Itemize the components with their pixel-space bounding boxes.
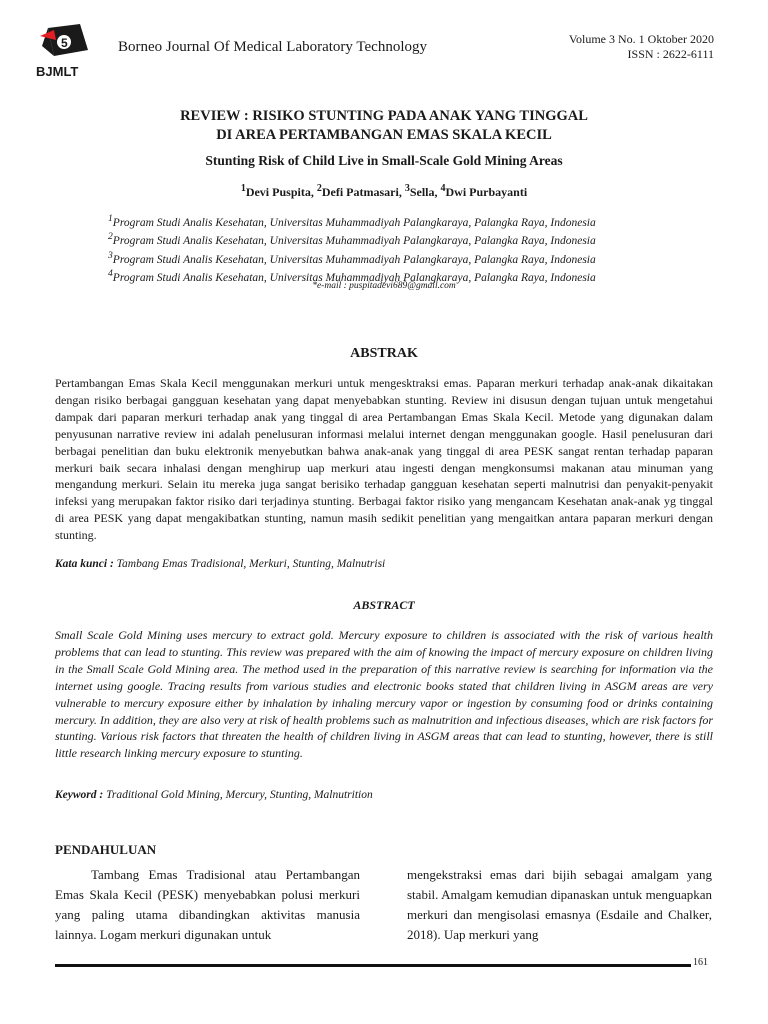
keywords-text: Traditional Gold Mining, Mercury, Stunting, Malnutrition [106, 789, 373, 801]
footer-rule [55, 964, 691, 967]
affiliation: $^4$Program Studi Analis Kesehatan, Universitas Muhammadiyah Palangkaraya, Palangka Raya, Indonesia [108, 267, 596, 284]
author: $^4$Dwi Purbayanti [440, 183, 528, 199]
title-line-1: REVIEW : RISIKO STUNTING PADA ANAK YANG TINGGAL [180, 108, 588, 124]
volume-info: Volume 3 No. 1 Oktober 2020 [568, 32, 714, 46]
issn-info: ISSN : 2622-6111 [627, 47, 714, 61]
abstrak-body: Pertambangan Emas Skala Kecil menggunakan merkuri untuk mengesktraksi emas. Paparan merkuri terhadap anak-anak dikaitakan dengan risiko berbagai gangguan kesehatan yang dapat menyebabkan stunting. Review ini disusun dengan tujuan untuk mengetahui dampak dari paparan merkuri terhadap anak yang tinggal di area Pertambangan Emas Skala Kecil. Metode yang digunakan dalam penyusunan narrative review ini adalah penelusuran informasi melalui internet dengan menggunakan google. Hasil penelusuran dari berbagai penelitian dan buku elektronik menyebutkan bahwa anak-anak yang tinggal di area PESK sangat rentan terhadap paparan merkuri baik secara inhalasi dengan menghirup uap merkuri atau ingesti dengan mengkonsumsi makanan atau minuman yang mengandung merkuri. Selain itu mereka juga sangat berisiko terhadap gangguan kesehatan seperti malnutrisi dan penyakit-penyakit infeksi yang merupakan faktor risiko dari terjadinya stunting. Berbagai faktor risiko yang mengancam Kesehatan anak-anak yg tinggal di area PESK yang dapat mengakibatkan stunting, namun masih sedikit penelitian yang mengaitkan antara paparan merkuri dengan stunting. [55, 376, 713, 543]
logo-emblem-icon [40, 24, 88, 56]
keywords-text: Tambang Emas Tradisional, Merkuri, Stunting, Malnutrisi [116, 558, 386, 570]
title-line-2: DI AREA PERTAMBANGAN EMAS SKALA KECIL [216, 127, 552, 143]
svg-text:5: 5 [61, 36, 68, 50]
affiliation: $^2$Program Studi Analis Kesehatan, Universitas Muhammadiyah Palangkaraya, Palangka Raya, Indonesia [108, 231, 596, 248]
page-number: 161 [693, 957, 708, 968]
author: $^3$Sella [404, 183, 435, 199]
affiliation-list [108, 212, 596, 285]
author: $^1$Devi Puspita [240, 183, 311, 199]
affiliation: $^3$Program Studi Analis Kesehatan, Universitas Muhammadiyah Palangkaraya, Palangka Raya, Indonesia [108, 249, 596, 266]
paper-subtitle: Stunting Risk of Child Live in Small-Scale Gold Mining Areas [205, 153, 563, 168]
abstrak-heading: ABSTRAK [350, 346, 418, 361]
keywords-label: Kata kunci : [55, 558, 114, 570]
paper-title [0, 107, 768, 145]
abstract-heading: ABSTRACT [353, 598, 415, 612]
abstrak-keywords [55, 556, 713, 573]
journal-logo [34, 20, 106, 80]
intro-column-right: mengekstraksi emas dari bijih sebagai amalgam yang stabil. Amalgam kemudian dipanaskan untuk menguapkan merkuri dan mengisolasi emasnya (Esdaile and Chalker, 2018). Uap merkuri yang [407, 867, 712, 942]
journal-name: Borneo Journal Of Medical Laboratory Technology [118, 39, 428, 55]
abstract-keywords [55, 787, 713, 804]
affiliation: $^1$Program Studi Analis Kesehatan, Universitas Muhammadiyah Palangkaraya, Palangka Raya, Indonesia [108, 213, 596, 229]
corresponding-email: *e-mail : puspitadevi689@gmail.com [312, 281, 456, 291]
logo-text: BJMLT [36, 64, 79, 79]
keywords-label: Keyword : [55, 789, 104, 801]
abstract-body: Small Scale Gold Mining uses mercury to extract gold. Mercury exposure to children is associated with the risk of various health problems that can lead to stunting. This review was prepared with the aim of knowing the impact of mercury exposure on children living in the Small Scale Gold Mining area. The method used in the preparation of this narrative review is searching for information via the internet using google. Tracing results from various studies and electronic books stated that children living in ASGM areas are very vulnerable to mercury exposure either by inhalation by inhaling mercury vapor or ingestion by consuming food or drinks containing mercury. In addition, they are also very at risk of health problems such as malnutrition and infectious diseases, which are risk factors for stunting. Various risk factors that threaten the health of children living in ASGM areas that can lead to stunting, however, there is still little research linking mercury exposure to stunting. [55, 628, 713, 761]
section-heading-pendahuluan: PENDAHULUAN [55, 842, 157, 857]
intro-column-left: Tambang Emas Tradisional atau Pertambangan Emas Skala Kecil (PESK) menyebabkan polusi merkuri yang paling utama dibandingkan aktivitas manusia lainnya. Logam merkuri digunakan untuk [55, 867, 360, 942]
volume-issn-block [569, 32, 714, 62]
author: $^2$Defi Patmasari [316, 183, 399, 199]
author-list: $^1$Devi Puspita, $^2$Defi Patmasari, $^3$Sella, $^4$Dwi Purbayanti [240, 183, 528, 199]
